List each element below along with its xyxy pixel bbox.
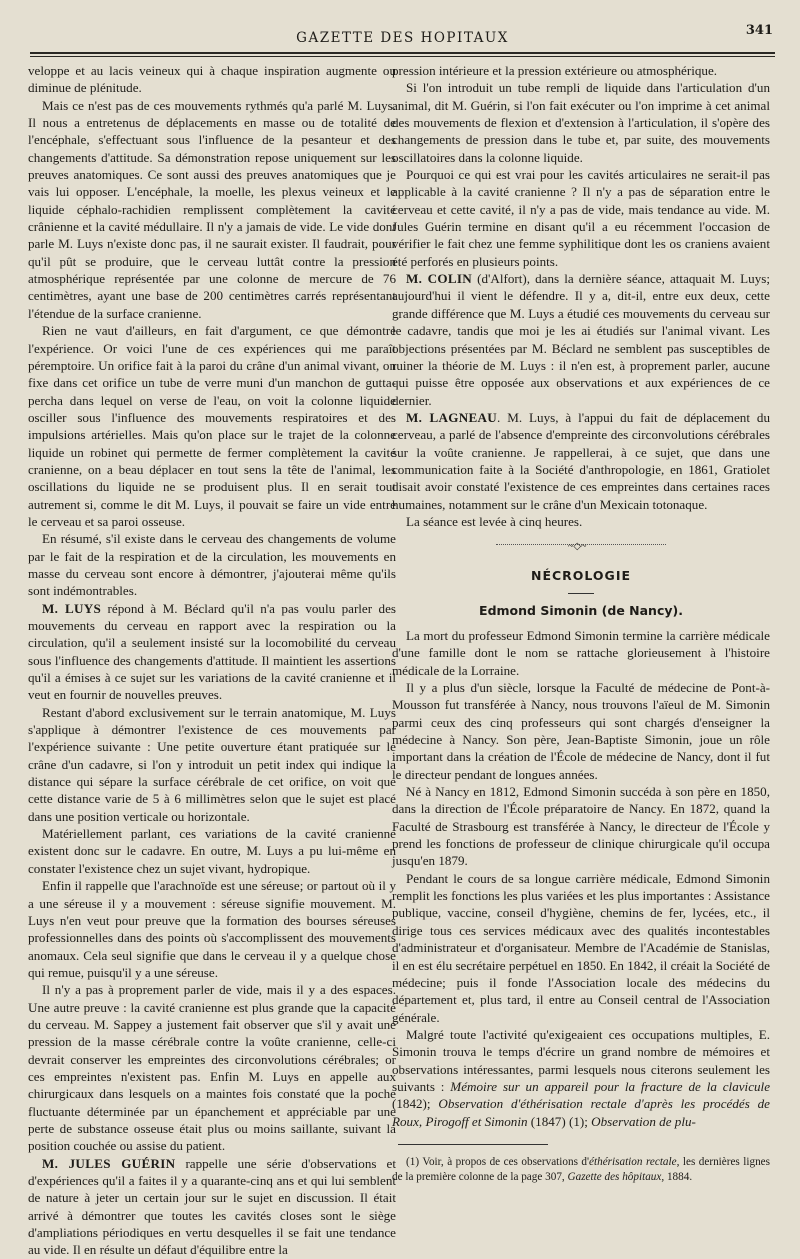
text-run: les dernières lignes de la première colonne de la page 307, xyxy=(392,1155,770,1183)
header-rule xyxy=(30,56,775,57)
paragraph xyxy=(28,981,396,1154)
footnote xyxy=(392,1155,770,1185)
right-column xyxy=(392,62,770,1185)
cited-work-title: Observation de plu- xyxy=(591,1113,696,1129)
cited-work-title: Mémoire sur un appareil pour la fracture de la clavicule xyxy=(450,1078,771,1094)
paragraph xyxy=(392,513,770,530)
paragraph-text: Si l'on introduit un tube rempli de liquide dans l'articulation d'un animal, dit M. Guérin, si l'on fait exécuter ou l'on imprime à cet animal des mouvements de flexion et d'extension à l'articulation, il s'opère des changements de pression dans le tube et, par suite, des mouvements oscillatoires dans la colonne liquide. xyxy=(392,80,770,165)
paragraph xyxy=(392,409,770,513)
paragraph-text: rappelle une série d'observations et d'expériences qu'il a faites il y a quarante-cinq ans et qui lui semblent de nature à jeter un certain jour sur le sujet en discussion. Il était arrivé à démontrer que toutes les cavités closes sont le siège d'ampliations périodiques en vertu desquelles il se fait une tendance au vide. Il en résulte un défaut d'équilibre entre la xyxy=(28,1155,397,1258)
paragraph-text: La mort du professeur Edmond Simonin termine la carrière médicale d'une famille dont le nom se rattache glorieusement à l'histoire médicale de la Lorraine. xyxy=(392,627,770,678)
paragraph-text: Pendant le cours de sa longue carrière médicale, Edmond Simonin remplit les fonctions les plus variées et les plus importantes : Assistance publique, vaccine, conseil d'hygiène, chemins de fer, lycées, etc., il dirige tous ces services médicaux avec des qualités incontestables d'administrateur et d'organisateur. Membre de l'Académie de Stanislas, il en est élu secrétaire perpétuel en 1850. En 1842, il créait la Société de médecine; puis il fonde l'Association locale des médecins du département et, plus tard, il entre au Conseil central de l'Association générale. xyxy=(392,870,770,1025)
text-run: (1) Voir, à propos de ces observations d' xyxy=(406,1155,590,1168)
text-run: Malgré toute l'activité qu'exigeaient ces occupations multiples, E. Simonin trouva le temps d'écrire un grand nombre de mémoires et observations intéressantes, parmi lesquels nous citerons seulement les suivants : xyxy=(392,1026,770,1094)
paragraph-text: veloppe et au lacis veineux qui à chaque inspiration augmente ou diminue de plénitude. xyxy=(28,63,396,96)
paragraph-text: Mais ce n'est pas de ces mouvements rythmés qu'a parlé M. Luys. Il nous a entretenus de déplacements en masse ou de totalité de l'encéphale, s'effectuant sous l'influence de la pesanteur et des changements d'attitude. Sa démonstration repose uniquement sur les preuves anatomiques. Ce sont aussi des preuves anatomiques que je vais lui opposer. L'encéphale, la moelle, les plexus veineux et le liquide céphalo-rachidien remplissent complètement la cavité crânienne et la cavité médullaire. Il n'y a jamais de vide. Le vide dont parle M. Luys n'existe donc pas, il ne saurait exister. Il faudrait, pour qu'il pût se produire, que le cerveau luttât contre la pression atmosphérique représentée par une colonne de mercure de 76 centimètres, ayant une base de 200 centimètres carrés représentant l'étendue de la surface cranienne. xyxy=(28,97,396,321)
paragraph-text: Matériellement parlant, ces variations de la cavité cranienne existent donc sur le cadavre. En outre, M. Luys a pu lui-même en constater l'existence chez un sujet vivant, hydropique. xyxy=(28,826,396,876)
academy-discussion-continued xyxy=(392,62,770,530)
paragraph xyxy=(28,97,396,322)
text-run: (1847) (1); xyxy=(527,1113,592,1129)
paragraph xyxy=(392,62,770,79)
paragraph xyxy=(28,825,396,877)
paragraph xyxy=(392,783,770,870)
paragraph xyxy=(28,600,396,704)
section-title-necrologie: NÉCROLOGIE xyxy=(530,568,632,584)
paragraph-text: Pourquoi ce qui est vrai pour les cavités articulaires ne serait-il pas applicable à la cavité cranienne ? Il n'y a pas de séparation entre le cerveau et cette cavité, il n'y a pas de vide, mais tendance au vide. M. Jules Guérin termine en disant qu'il a eu récemment l'occasion de vérifier le fait chez une femme syphilitique dont les os craniens avaient été perforés en plusieurs points. xyxy=(392,167,770,269)
speaker-name: M. LUYS xyxy=(42,600,102,616)
page-number: 341 xyxy=(745,23,773,38)
paragraph xyxy=(392,166,770,270)
paragraph-text: répond à M. Béclard qu'il n'a pas voulu parler des mouvements du cerveau en rapport avec la respiration ou la circulation, qu'il a seulement insisté sur la locomobilité du cerveau sous l'influence des changements d'attitude. Il maintient les assertions qu'il a émises à ce sujet sur les variations de la cavité cranienne et il veut en fournir de nouvelles preuves. xyxy=(28,600,397,703)
paragraph-text: Enfin il rappelle que l'arachnoïde est une séreuse; or partout où il y a une séreuse il y a mouvement : séreuse signifie mouvement. M. Luys n'en veut pour preuve que la formation des bourses séreuses professionnelles dans des points où s'accomplissent des mouvements anomaux. Cela seul signifie que dans le cerveau il y a quelque chose qui remue, puisqu'il y a une séreuse. xyxy=(28,878,396,980)
paragraph xyxy=(392,679,770,783)
section-divider-ornament: ~◇~ xyxy=(496,544,666,555)
paragraph-text: . M. Luys, à l'appui du fait de déplacement du cerveau, a parlé de l'absence d'empreinte des circonvolutions cérébrales sur la voûte cranienne. Je rappellerai, à ce sujet, que dans une communication faite à la Société d'anthropologie, en 1861, Gratiolet disait avoir constaté l'existence de ces empreintes dans certaines races humaines, notamment sur le crâne d'un Mexicain totonaque. xyxy=(392,409,770,512)
paragraph-text: Rien ne vaut d'ailleurs, en fait d'argument, ce que démontre l'expérience. Or voici l'une de ces expériences qui me paraît péremptoire. Un orifice fait à la paroi du crâne d'un animal vivant, on fixe dans cet orifice un tube de verre muni d'un manchon de gutta-percha dans lequel on verse de l'eau, on voit la colonne liquide osciller sous l'influence des mouvements respiratoires et des impulsions artérielles. Mais qu'on place sur le trajet de la colonne liquide un robinet qui permette de fermer complètement la cavité cranienne, on a beau déplacer en tout sens la tête de l'animal, les oscillations du liquide ne se produisent plus. Il en serait tout autrement si, comme le dit M. Luys, il pouvait se faire un vide entre le cerveau et sa paroi osseuse. xyxy=(28,323,396,529)
text-run: éthérisation rectale, xyxy=(589,1155,680,1168)
speaker-name: M. COLIN xyxy=(406,271,473,287)
cited-work-title: Observation d'éthérisation rectale d'après les procédés de Roux, Pirogoff et Simonin xyxy=(392,1096,770,1129)
paragraph xyxy=(28,530,396,599)
paragraph-text: (d'Alfort), dans la dernière séance, attaquait M. Luys; aujourd'hui il vient le défendre. Il y a, dit-il, entre eux deux, cette grande différence que M. Luys a étudié ces mouvements du cerveau sur le cadavre, tandis que moi je les ai étudiés sur l'animal vivant. Les objections présentées par M. Béclard ne semblent pas susceptibles de ruiner la théorie de M. Luys : il n'en est, à proprement parler, aucune qui puisse être opposée aux observations et aux expériences de ce dernier. xyxy=(392,271,770,408)
footnote-rule xyxy=(398,1144,548,1145)
paragraph-text: Né à Nancy en 1812, Edmond Simonin succéda à son père en 1850, dans la direction de l'École préparatoire de Nancy. En 1872, quand la Faculté de Strasbourg est transférée à Nancy, le directeur de l'École y prend les fonctions de professeur de clinique chirurgicale qu'il occupa jusqu'en 1879. xyxy=(392,784,770,869)
left-column xyxy=(28,62,396,1259)
journal-title: GAZETTE DES HOPITAUX xyxy=(296,30,509,46)
speaker-name: M. LAGNEAU xyxy=(406,409,498,425)
obituary-last-paragraph xyxy=(392,1026,770,1130)
speaker-name: M. JULES GUÉRIN xyxy=(42,1155,176,1171)
short-divider xyxy=(568,593,594,594)
paragraph xyxy=(392,270,770,409)
text-run: 1884. xyxy=(664,1170,693,1183)
paragraph-text: En résumé, s'il existe dans le cerveau des changements de volume par le fait de la respiration et de la circulation, les mouvements en masse du cerveau sont encore à démontrer, j'ajouterai même qu'ils sont indémontrables. xyxy=(28,531,396,599)
paragraph xyxy=(28,704,396,825)
paragraph-text: La séance est levée à cinq heures. xyxy=(406,513,583,529)
obituary-body xyxy=(392,627,770,1026)
paragraph-text: pression intérieure et la pression extérieure ou atmosphérique. xyxy=(392,63,718,78)
text-run: Gazette des hôpitaux, xyxy=(567,1170,665,1183)
paragraph-text: Il y a plus d'un siècle, lorsque la Faculté de médecine de Pont-à-Mousson fut transférée à Nancy, nous trouvons l'aïeul de M. Simonin parmi ceux des cinq professeurs qui sont chargés d'enseigner la médecine à Nancy. Son père, Jean-Baptiste Simonin, joue un rôle important dans la création de l'École de médecine de Nancy, dont il fut le directeur pendant de longues années. xyxy=(392,680,770,782)
obituary-title: Edmond Simonin (de Nancy). xyxy=(479,602,683,618)
text-run: (1842); xyxy=(392,1096,439,1112)
paragraph xyxy=(28,877,396,981)
paragraph xyxy=(392,79,770,166)
paragraph xyxy=(392,870,770,1026)
paragraph-text: Restant d'abord exclusivement sur le terrain anatomique, M. Luys s'applique à démontrer l'existence de ces mouvements par l'expérience suivante : Une petite ouverture étant pratiquée sur le crâne d'un cadavre, si l'on y introduit un petit index qui indique la distance qui sépare la surface cérébrale de cet orifice, on voit que cette distance varie de 5 à 6 millimètres selon que le sujet est placé dans une position verticale ou horizontale. xyxy=(28,704,396,824)
paragraph xyxy=(28,1155,396,1259)
page-header xyxy=(30,18,775,54)
paragraph xyxy=(28,322,396,530)
paragraph xyxy=(28,62,396,97)
paragraph-text: Il n'y a pas à proprement parler de vide, mais il y a des espaces. Une autre preuve : la cavité cranienne est plus grande que la capacité du cerveau. M. Sappey a justement fait observer que s'il y avait une pression de la masse cérébrale contre la voûte cranienne, celle-ci devrait conserver les empreintes des circonvolutions cérébrales; or ces empreintes n'existent pas. Enfin M. Luys en appelle aux chirurgicaux dans lesquels on a maintes fois constaté que la poche fluctuante déterminée par un épanchement et appréciable par une perte de substance osseuse était plus ou moins saillante, suivant la position couchée ou assise du patient. xyxy=(28,982,396,1154)
paragraph xyxy=(392,627,770,679)
